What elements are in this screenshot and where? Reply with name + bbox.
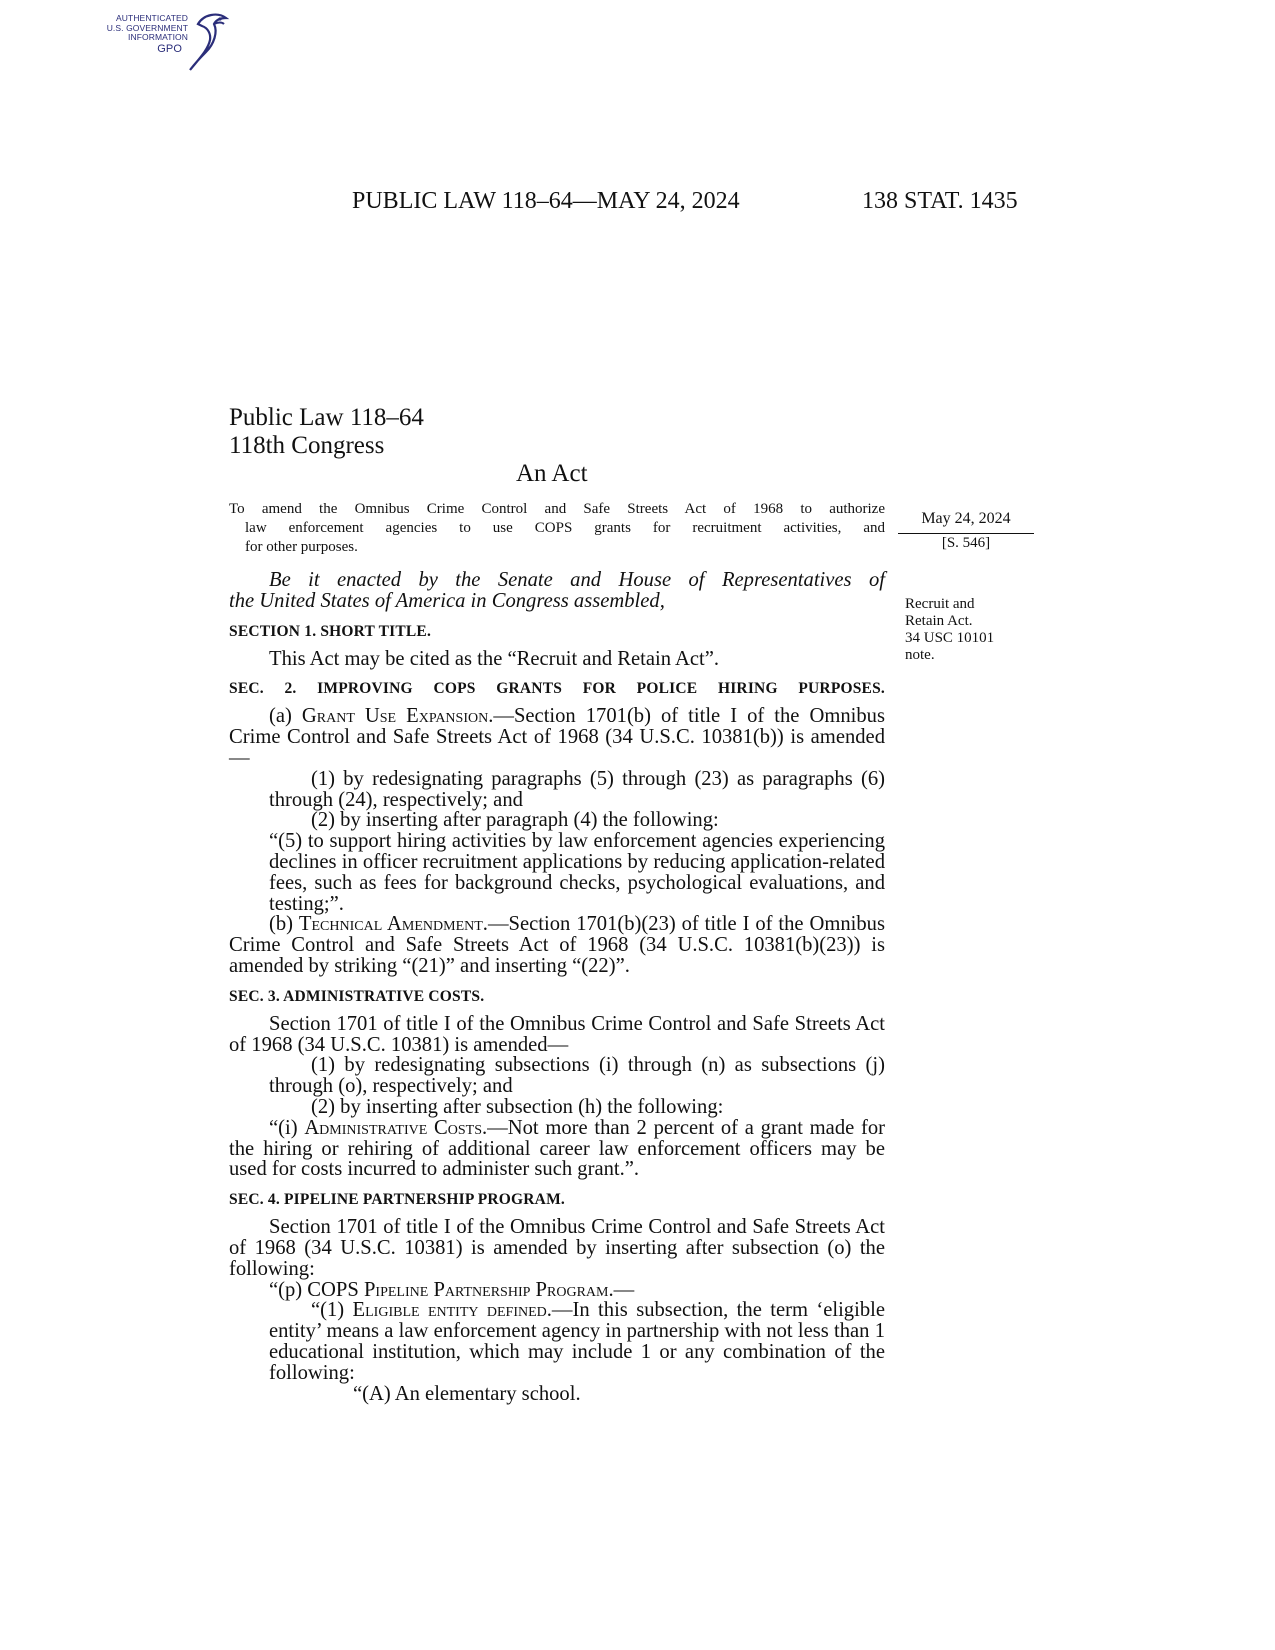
section-2a-text: .—Section 1701(b) of title I of the Omnibus Crime Control and Safe Streets Act of 1968 (34 U.S.C. 10381(b)) is amended— (229, 705, 885, 769)
section-2b (229, 914, 885, 976)
law-title-block (229, 404, 424, 460)
margin-note-line: 34 USC 10101 (905, 630, 995, 646)
section-3-quote-lead: “(i) (269, 1116, 305, 1139)
logo-line-authenticated: AUTHENTICATED (116, 13, 188, 23)
section-4-subparagraph-A: “(A) An elementary school. (353, 1382, 581, 1405)
gpo-authentication-logo (96, 10, 231, 74)
section-4-paragraph-1 (229, 1300, 885, 1383)
section-3-quote-text: .—Not more than 2 percent of a grant made for the hiring or rehiring of additional career law enforcement officers may be used for costs incurred to administer such grant.”. (229, 1116, 885, 1181)
running-header-citation: PUBLIC LAW 118–64—MAY 24, 2024 (352, 188, 740, 214)
section-2a-paragraph-1: (1) by redesignating paragraphs (5) through (23) as paragraphs (6) through (24), respectively; and (269, 767, 885, 811)
margin-rule (898, 533, 1034, 534)
section-2a-paragraph-2: (2) by inserting after paragraph (4) the following: (311, 809, 719, 832)
section-4-1-lead: “(1) (311, 1299, 353, 1322)
margin-note-short-title (905, 596, 994, 664)
section-4-heading: SEC. 4. PIPELINE PARTNERSHIP PROGRAM. (229, 1191, 565, 1209)
section-3-paragraph-2: (2) by inserting after subsection (h) the following: (311, 1095, 724, 1118)
section-1-heading: SECTION 1. SHORT TITLE. (229, 622, 432, 640)
act-heading: An Act (516, 460, 588, 487)
purpose-line: law enforcement agencies to use COPS grants for recruitment activities, and (245, 520, 885, 536)
section-2a (229, 706, 885, 768)
section-3-heading: SEC. 3. ADMINISTRATIVE COSTS. (229, 987, 485, 1005)
logo-line-information: INFORMATION (128, 32, 188, 42)
purpose-line: To amend the Omnibus Crime Control and Safe Streets Act of 1968 to authorize (229, 501, 885, 517)
logo-gpo-mark: GPO (157, 42, 182, 55)
section-2b-caption: Technical Amendment (298, 913, 483, 936)
section-2b-lead: (b) (269, 913, 299, 936)
section-2a-lead: (a) (269, 705, 302, 728)
section-3-quote-caption: Administrative Costs (304, 1116, 482, 1139)
logo-text (96, 14, 188, 55)
enacting-line-2: the United States of America in Congress assembled, (229, 589, 665, 612)
section-3-quoted-subsection-i (229, 1118, 885, 1180)
margin-note-line: Retain Act. (905, 613, 973, 629)
section-1-text: This Act may be cited as the “Recruit and Retain Act”. (269, 647, 720, 670)
section-4-quoted-subsection-p (229, 1280, 885, 1301)
margin-note-line: Recruit and (905, 596, 975, 612)
section-4-1-text: .—In this subsection, the term ‘eligible entity’ means a law enforcement agency in partnership with not less than 1 educational institution, which may include 1 or any combination of the following: (269, 1299, 885, 1384)
running-header-stat: 138 STAT. 1435 (862, 188, 1018, 214)
section-3-paragraph-1: (1) by redesignating subsections (i) through (n) as subsections (j) through (o), respectively; and (269, 1054, 885, 1098)
logo-line-government: U.S. GOVERNMENT (106, 22, 188, 33)
public-law-number: Public Law 118–64 (229, 404, 424, 431)
section-4-1-caption: Eligible entity defined (352, 1299, 547, 1322)
section-4-text: Section 1701 of title I of the Omnibus Crime Control and Safe Streets Act of 1968 (34 U.S.C. 10381) is amended by inserting after subsection (o) the following: (229, 1216, 885, 1280)
section-4-p-lead: “(p) COPS (269, 1278, 364, 1301)
margin-approval-date: May 24, 2024 (921, 510, 1011, 527)
enacting-clause (229, 570, 885, 612)
purpose-line: for other purposes. (245, 539, 358, 555)
law-body (229, 570, 885, 1404)
eagle-icon (184, 10, 232, 74)
congress-number: 118th Congress (229, 432, 385, 459)
margin-note-line: note. (905, 647, 935, 663)
section-4-p-tail: .— (608, 1278, 635, 1301)
section-2a-quoted-paragraph-5: “(5) to support hiring activities by law enforcement agencies experiencing declines in officer recruitment applications by reducing application-related fees, such as fees for background checks, psychological evaluations, and testing;”. (269, 830, 885, 915)
section-3-text: Section 1701 of title I of the Omnibus Crime Control and Safe Streets Act of 1968 (34 U.S.C. 10381) is amended— (229, 1012, 885, 1056)
section-2b-text: .—Section 1701(b)(23) of title I of the Omnibus Crime Control and Safe Streets Act of 1968 (34 U.S.C. 10381(b)(23)) is amended by striking “(21)” and inserting “(22)”. (229, 913, 885, 977)
purpose-clause (229, 500, 885, 557)
section-4-p-caption: Pipeline Partnership Program (363, 1278, 609, 1301)
margin-bill-number: [S. 546] (941, 535, 991, 551)
enacting-line-1: Be it enacted by the Senate and House of Representatives of (269, 569, 885, 591)
section-2-heading: SEC. 2. IMPROVING COPS GRANTS FOR POLICE HIRING PURPOSES. (229, 680, 885, 698)
section-2a-caption: Grant Use Expansion (301, 705, 489, 728)
